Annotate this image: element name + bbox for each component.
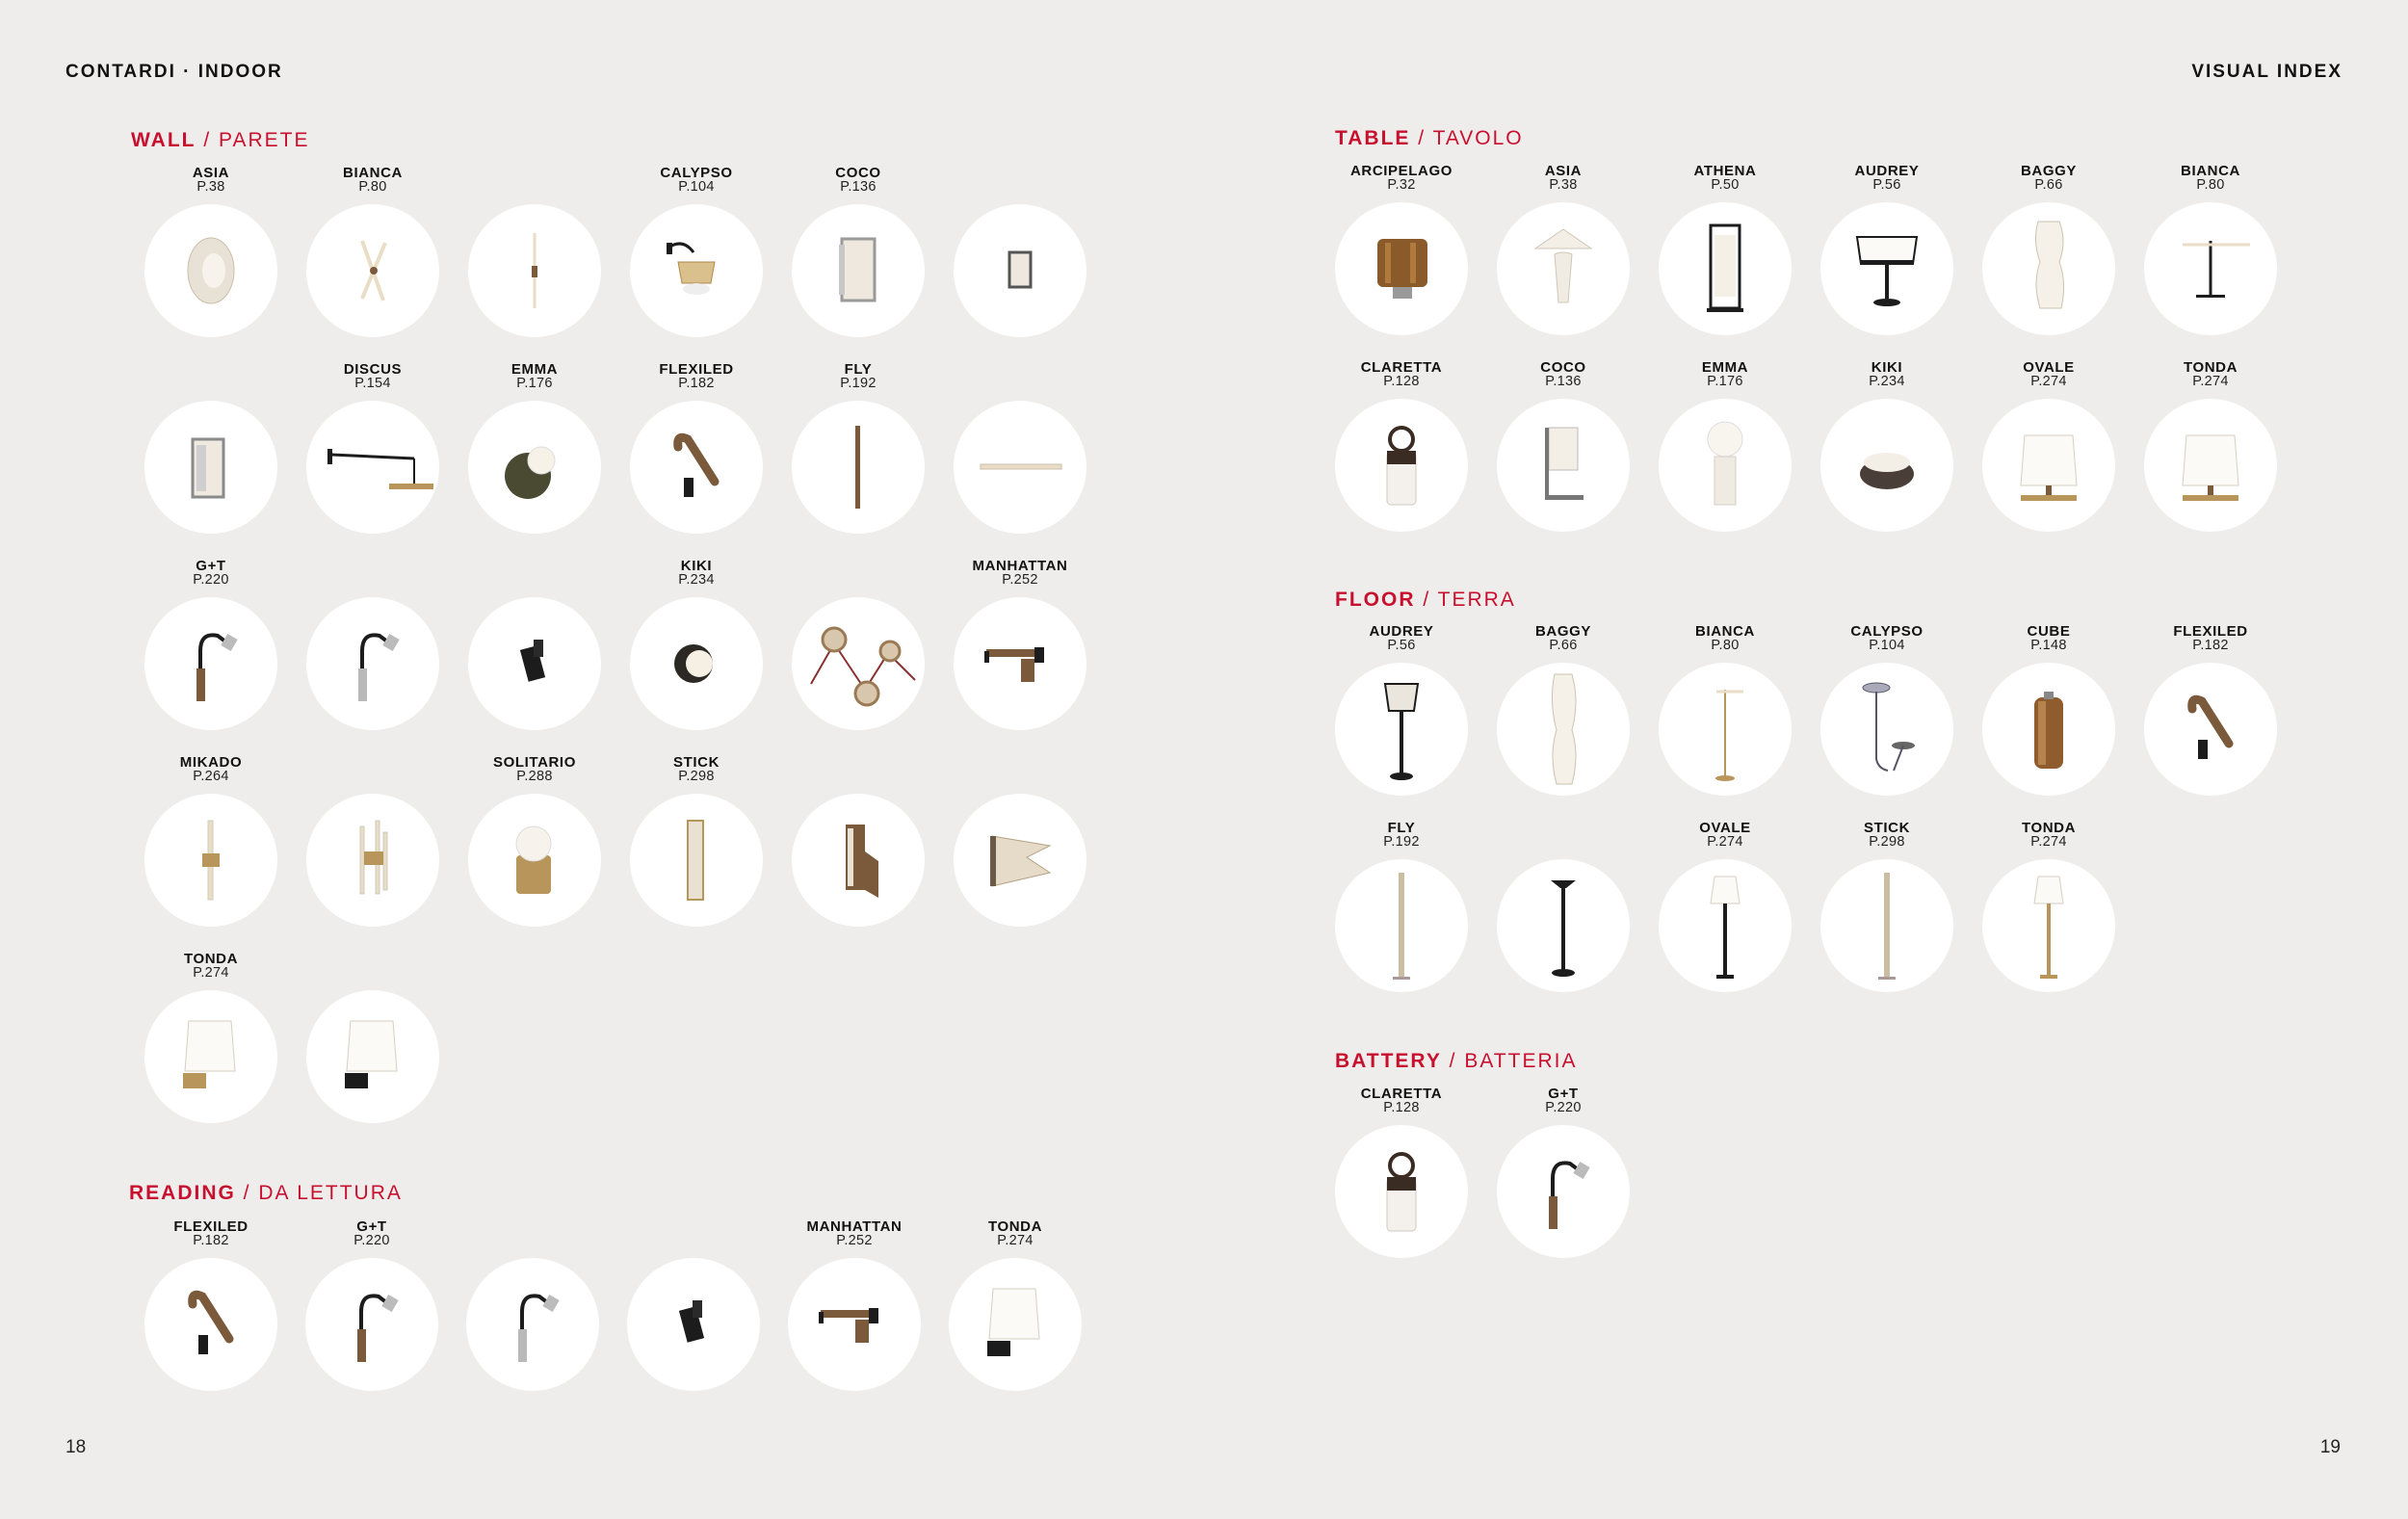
product-label — [129, 1219, 293, 1248]
stick-wall-icon — [630, 794, 763, 927]
product-name: EMMA — [510, 361, 559, 378]
section-title-wall: WALL / PARETE — [131, 129, 310, 151]
product-label — [1967, 624, 2131, 653]
bianca-wall-rod-icon — [468, 204, 601, 337]
stick-floor-icon — [1820, 859, 1953, 992]
tonda-reading-icon — [949, 1258, 1082, 1391]
product-name: ARCIPELAGO — [1349, 163, 1453, 179]
product-label — [772, 1219, 936, 1248]
product-name: CLARETTA — [1360, 1086, 1443, 1102]
flexiled-floor-icon — [2144, 663, 2277, 796]
product-label — [1805, 360, 1969, 389]
product-label — [129, 952, 293, 981]
product-page: P.56 — [1387, 638, 1416, 653]
product-name: FLY — [1387, 820, 1416, 836]
calypso-floor-icon — [1820, 663, 1953, 796]
emma-table-icon — [1659, 399, 1792, 532]
product-name: CLARETTA — [1360, 359, 1443, 376]
product-page: P.220 — [1545, 1100, 1582, 1115]
product-label — [776, 166, 940, 195]
baggy-table-icon — [1982, 202, 2115, 335]
fly-floor-uplight-icon — [1497, 859, 1630, 992]
section-title-it: PARETE — [219, 129, 310, 151]
product-page: P.182 — [2192, 638, 2229, 653]
header-right: VISUAL INDEX — [2191, 62, 2343, 82]
product-name: DISCUS — [343, 361, 403, 378]
claretta-battery-icon — [1335, 1125, 1468, 1258]
product-label — [1481, 1087, 1645, 1115]
product-label — [290, 1219, 454, 1248]
product-name: EMMA — [1701, 359, 1749, 376]
tonda-wall-brass-icon — [144, 990, 277, 1123]
product-page: P.274 — [193, 965, 229, 981]
product-page: P.128 — [1383, 1100, 1420, 1115]
product-name: BAGGY — [2020, 163, 2077, 179]
page-number-right: 19 — [2319, 1437, 2341, 1457]
product-label — [129, 166, 293, 195]
athena-table-icon — [1659, 202, 1792, 335]
product-page: P.298 — [1869, 834, 1905, 850]
product-page: P.32 — [1387, 177, 1416, 193]
product-label — [1805, 624, 1969, 653]
product-label — [1805, 821, 1969, 850]
product-name: OVALE — [1699, 820, 1751, 836]
product-page: P.264 — [193, 769, 229, 784]
section-title-it: TERRA — [1437, 589, 1516, 611]
product-page: P.38 — [196, 179, 225, 195]
product-name: AUDREY — [1854, 163, 1920, 179]
coco-wall-icon — [792, 204, 925, 337]
product-name: G+T — [196, 558, 226, 574]
section-title-reading: READING / DA LETTURA — [129, 1182, 403, 1204]
product-page: P.80 — [1711, 638, 1740, 653]
product-page: P.234 — [678, 572, 715, 588]
gt-reading-bronze-icon — [305, 1258, 438, 1391]
solitario-wall-icon — [468, 794, 601, 927]
gt-reading-chrome-icon — [466, 1258, 599, 1391]
product-label — [453, 755, 616, 784]
bianca-floor-icon — [1659, 663, 1792, 796]
section-title-en: READING — [129, 1182, 236, 1204]
product-name: TONDA — [183, 951, 239, 967]
product-label — [1643, 164, 1807, 193]
manhattan-reading-icon — [788, 1258, 921, 1391]
emma-wall-icon — [468, 401, 601, 534]
product-name: TONDA — [2021, 820, 2077, 836]
kiki-wall-icon — [630, 597, 763, 730]
gt-reading-black-icon — [627, 1258, 760, 1391]
audrey-floor-icon — [1335, 663, 1468, 796]
coco-table-icon — [1497, 399, 1630, 532]
product-name: BAGGY — [1534, 623, 1591, 640]
product-label — [1967, 821, 2131, 850]
section-title-en: WALL — [131, 129, 196, 151]
discus-wall-icon — [306, 401, 439, 534]
product-page: P.234 — [1869, 374, 1905, 389]
product-page: P.104 — [1869, 638, 1905, 653]
product-page: P.192 — [1383, 834, 1420, 850]
product-page: P.66 — [2034, 177, 2063, 193]
kiki-table-icon — [1820, 399, 1953, 532]
product-label — [1320, 624, 1483, 653]
product-name: FLEXILED — [659, 361, 734, 378]
product-page: P.192 — [840, 376, 877, 391]
product-name: MANHATTAN — [972, 558, 1068, 574]
product-name: TONDA — [987, 1218, 1043, 1235]
coco-wall-tall-icon — [144, 401, 277, 534]
product-label — [938, 559, 1102, 588]
product-page: P.80 — [358, 179, 387, 195]
product-page: P.128 — [1383, 374, 1420, 389]
section-title-en: FLOOR — [1335, 589, 1416, 611]
product-label — [615, 166, 778, 195]
product-page: P.274 — [2030, 834, 2067, 850]
product-label — [129, 755, 293, 784]
product-label — [1481, 360, 1645, 389]
ovale-table-icon — [1982, 399, 2115, 532]
product-name: ASIA — [192, 165, 230, 181]
product-label — [1805, 164, 1969, 193]
product-page: P.220 — [353, 1233, 390, 1248]
product-label — [933, 1219, 1097, 1248]
product-label — [615, 362, 778, 391]
page-number-left: 18 — [65, 1437, 87, 1457]
product-page: P.148 — [2030, 638, 2067, 653]
section-title-it: DA LETTURA — [258, 1182, 403, 1204]
product-page: P.274 — [2030, 374, 2067, 389]
bianca-table-icon — [2144, 202, 2277, 335]
product-page: P.288 — [516, 769, 553, 784]
product-page: P.274 — [1707, 834, 1743, 850]
mikado-wall-double-icon — [306, 794, 439, 927]
product-label — [1643, 624, 1807, 653]
product-name: KIKI — [1871, 359, 1903, 376]
product-name: AUDREY — [1369, 623, 1434, 640]
product-name: BIANCA — [1695, 623, 1755, 640]
tonda-table-icon — [2144, 399, 2277, 532]
product-name: MIKADO — [179, 754, 243, 771]
product-label — [776, 362, 940, 391]
fly-wall-icon — [792, 401, 925, 534]
product-label — [2129, 624, 2292, 653]
product-name: OVALE — [2023, 359, 2075, 376]
product-name: FLEXILED — [2173, 623, 2248, 640]
ovale-floor-icon — [1659, 859, 1792, 992]
product-page: P.274 — [2192, 374, 2229, 389]
product-page: P.50 — [1711, 177, 1740, 193]
product-name: COCO — [835, 165, 881, 181]
fly-floor-icon — [1335, 859, 1468, 992]
product-name: BIANCA — [343, 165, 403, 181]
product-label — [1643, 821, 1807, 850]
calypso-wall-icon — [630, 204, 763, 337]
product-label — [615, 559, 778, 588]
section-title-en: BATTERY — [1335, 1050, 1442, 1072]
asia-wall-disc-icon — [144, 204, 277, 337]
product-label — [1320, 360, 1483, 389]
tonda-floor-icon — [1982, 859, 2115, 992]
tonda-wall-black-icon — [306, 990, 439, 1123]
product-name: MANHATTAN — [806, 1218, 903, 1235]
kiki-wall-cluster-icon — [792, 597, 925, 730]
fly-wall-horizontal-icon — [954, 401, 1086, 534]
product-page: P.176 — [516, 376, 553, 391]
product-name: SOLITARIO — [493, 754, 576, 771]
product-page: P.56 — [1872, 177, 1901, 193]
product-label — [1320, 164, 1483, 193]
stick-wall-folded-icon — [954, 794, 1086, 927]
product-label — [2129, 360, 2292, 389]
product-page: P.274 — [997, 1233, 1034, 1248]
product-page: P.136 — [840, 179, 877, 195]
gt-battery-icon — [1497, 1125, 1630, 1258]
product-page: P.104 — [678, 179, 715, 195]
product-label — [615, 755, 778, 784]
arcipelago-table-icon — [1335, 202, 1468, 335]
section-title-floor: FLOOR / TERRA — [1335, 589, 1516, 611]
product-page: P.66 — [1549, 638, 1578, 653]
product-page: P.154 — [354, 376, 391, 391]
manhattan-wall-icon — [954, 597, 1086, 730]
product-label — [291, 362, 455, 391]
product-label — [1967, 360, 2131, 389]
asia-table-icon — [1497, 202, 1630, 335]
product-page: P.298 — [678, 769, 715, 784]
bianca-wall-cross-icon — [306, 204, 439, 337]
product-name: FLEXILED — [173, 1218, 249, 1235]
product-label — [1481, 624, 1645, 653]
stick-wall-bronze-icon — [792, 794, 925, 927]
section-title-battery: BATTERY / BATTERIA — [1335, 1050, 1578, 1072]
product-name: CALYPSO — [1850, 623, 1924, 640]
baggy-floor-icon — [1497, 663, 1630, 796]
section-title-en: TABLE — [1335, 127, 1411, 149]
product-name: STICK — [1864, 820, 1910, 836]
product-label — [1320, 821, 1483, 850]
flexiled-reading-icon — [144, 1258, 277, 1391]
product-page: P.252 — [1002, 572, 1038, 588]
section-title-table: TABLE / TAVOLO — [1335, 127, 1524, 149]
product-name: ATHENA — [1693, 163, 1757, 179]
product-name: BIANCA — [2181, 163, 2240, 179]
claretta-table-icon — [1335, 399, 1468, 532]
gt-wall-black-icon — [468, 597, 601, 730]
product-page: P.136 — [1545, 374, 1582, 389]
product-label — [1643, 360, 1807, 389]
product-page: P.220 — [193, 572, 229, 588]
product-label — [1967, 164, 2131, 193]
product-name: CUBE — [2027, 623, 2071, 640]
product-label — [129, 559, 293, 588]
product-name: G+T — [1548, 1086, 1579, 1102]
gt-wall-bronze-icon — [144, 597, 277, 730]
audrey-table-icon — [1820, 202, 1953, 335]
product-page: P.176 — [1707, 374, 1743, 389]
product-name: KIKI — [680, 558, 713, 574]
section-title-it: TAVOLO — [1432, 127, 1524, 149]
flexiled-wall-icon — [630, 401, 763, 534]
product-page: P.252 — [836, 1233, 873, 1248]
section-title-it: BATTERIA — [1464, 1050, 1578, 1072]
product-name: G+T — [356, 1218, 387, 1235]
coco-wall-small-icon — [954, 204, 1086, 337]
product-page: P.182 — [193, 1233, 229, 1248]
product-label — [1481, 164, 1645, 193]
product-name: FLY — [844, 361, 873, 378]
product-name: TONDA — [2183, 359, 2238, 376]
product-label — [453, 362, 616, 391]
product-label — [1320, 1087, 1483, 1115]
product-name: CALYPSO — [660, 165, 733, 181]
product-page: P.38 — [1549, 177, 1578, 193]
mikado-wall-icon — [144, 794, 277, 927]
product-name: COCO — [1540, 359, 1586, 376]
header-left: CONTARDI · INDOOR — [65, 62, 283, 82]
product-label — [291, 166, 455, 195]
product-label — [2129, 164, 2292, 193]
product-name: ASIA — [1544, 163, 1583, 179]
gt-wall-chrome-icon — [306, 597, 439, 730]
product-name: STICK — [673, 754, 720, 771]
product-page: P.80 — [2196, 177, 2225, 193]
product-page: P.182 — [678, 376, 715, 391]
cube-floor-icon — [1982, 663, 2115, 796]
